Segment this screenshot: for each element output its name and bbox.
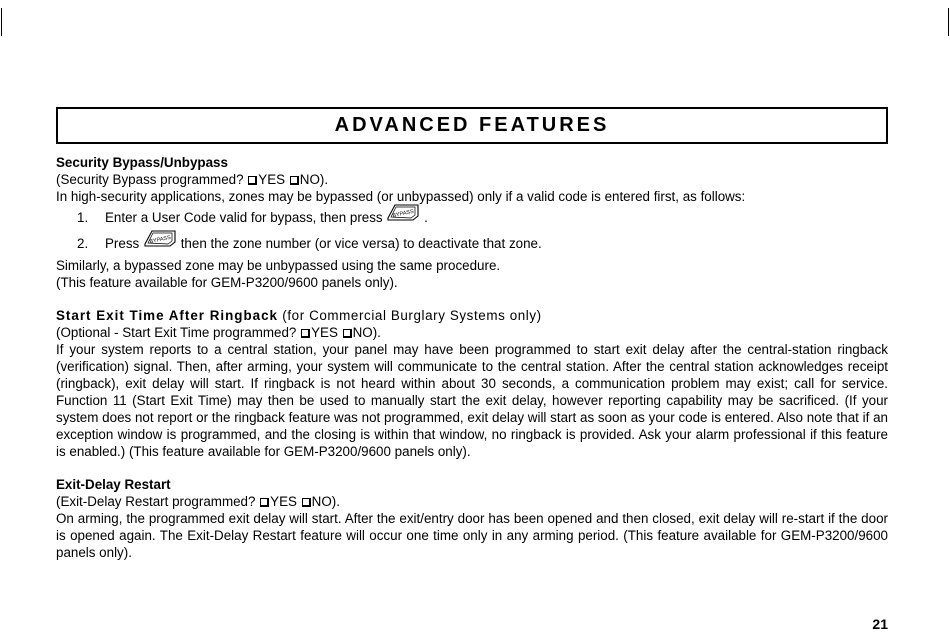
programmed-prefix: (Exit-Delay Restart programmed? [56, 494, 260, 510]
programmed-line-exit-delay [56, 494, 888, 511]
list-item [56, 206, 888, 232]
bypass-key-label: BYPASS [148, 234, 172, 245]
checkbox-icon [302, 498, 311, 507]
checkbox-icon [260, 498, 269, 507]
step-text: Enter a User Code valid for bypass, then press [105, 209, 383, 225]
availability-note: (This feature available for GEM-P3200/9600 panels only). [56, 274, 398, 290]
step-number: 1. [77, 209, 89, 225]
steps-list [56, 206, 888, 258]
body-paragraph-start-exit: If your system reports to a central station, your panel may have been programmed to start exit delay after the central-station ringback (verification) signal. Then, after arming, your system will communicate to the central station. After the central station acknowledges receipt (ringback), exit delay will start. If ringback is not heard within about 30 seconds, a communication problem may exist; call for service. Function 11 (Start Exit Time) may then be used to manually start the exit delay, however reporting capability may be sacrificed. (If your system does not report or the ringback feature was not programmed, exit delay will start as soon as your code is entered. Also note that if an exception window is programmed, and the closing is within that window, no ringback is provided. Ask your alarm professional if this feature is enabled.) (This feature available for GEM-P3200/9600 panels only). [56, 342, 888, 459]
checkbox-icon [290, 176, 299, 185]
body-paragraph-exit-delay: On arming, the programmed exit delay will start. After the exit/entry door has been opened and then closed, exit delay will re-start if the door is opened again. The Exit-Delay Restart feature will occur one time only in any arming period. (This feature available for GEM-P3200/9600 panels only). [56, 511, 888, 561]
page-number: 21 [872, 616, 888, 632]
section-title-security-bypass: Security Bypass/Unbypass [56, 155, 228, 170]
section-heading-start-exit [56, 308, 888, 325]
page-content [56, 155, 888, 562]
step-number: 2. [77, 235, 89, 251]
page-title: ADVANCED FEATURES [334, 114, 610, 136]
programmed-prefix: (Optional - Start Exit Time programmed? [56, 325, 301, 341]
no-label: NO). [299, 171, 329, 187]
intro-paragraph: In high-security applications, zones may be bypassed (or unbypassed) only if a valid code is entered first, as follows: [56, 188, 746, 204]
yes-label: YES [258, 171, 289, 187]
programmed-prefix: (Security Bypass programmed? [56, 171, 248, 187]
programmed-line-start-exit [56, 325, 888, 342]
list-item [56, 232, 888, 258]
yes-label: YES [311, 325, 342, 341]
page-header-box [56, 107, 888, 144]
checkbox-icon [301, 329, 310, 338]
checkbox-icon [343, 329, 352, 338]
checkbox-icon [248, 176, 257, 185]
no-label: NO). [352, 325, 381, 341]
bypass-key-label: BYPASS [392, 208, 415, 219]
crop-mark-right [948, 8, 949, 36]
yes-label: YES [270, 494, 301, 510]
section-title-qualifier: (for Commercial Burglary Systems only) [277, 308, 542, 324]
bypass-key-icon [143, 229, 177, 255]
crop-mark-left [1, 8, 2, 36]
section-title-start-exit: Start Exit Time After Ringback [56, 308, 278, 324]
no-label: NO). [311, 494, 340, 510]
programmed-line-security-bypass [56, 172, 888, 189]
note-paragraph: Similarly, a bypassed zone may be unbypassed using the same procedure. [56, 257, 501, 273]
step-text-pre: Press [105, 235, 140, 251]
bypass-key-icon [386, 203, 420, 229]
step-end: . [424, 209, 428, 225]
step-text: then the zone number (or vice versa) to deactivate that zone. [180, 235, 542, 251]
section-title-exit-delay-restart: Exit-Delay Restart [56, 477, 171, 493]
